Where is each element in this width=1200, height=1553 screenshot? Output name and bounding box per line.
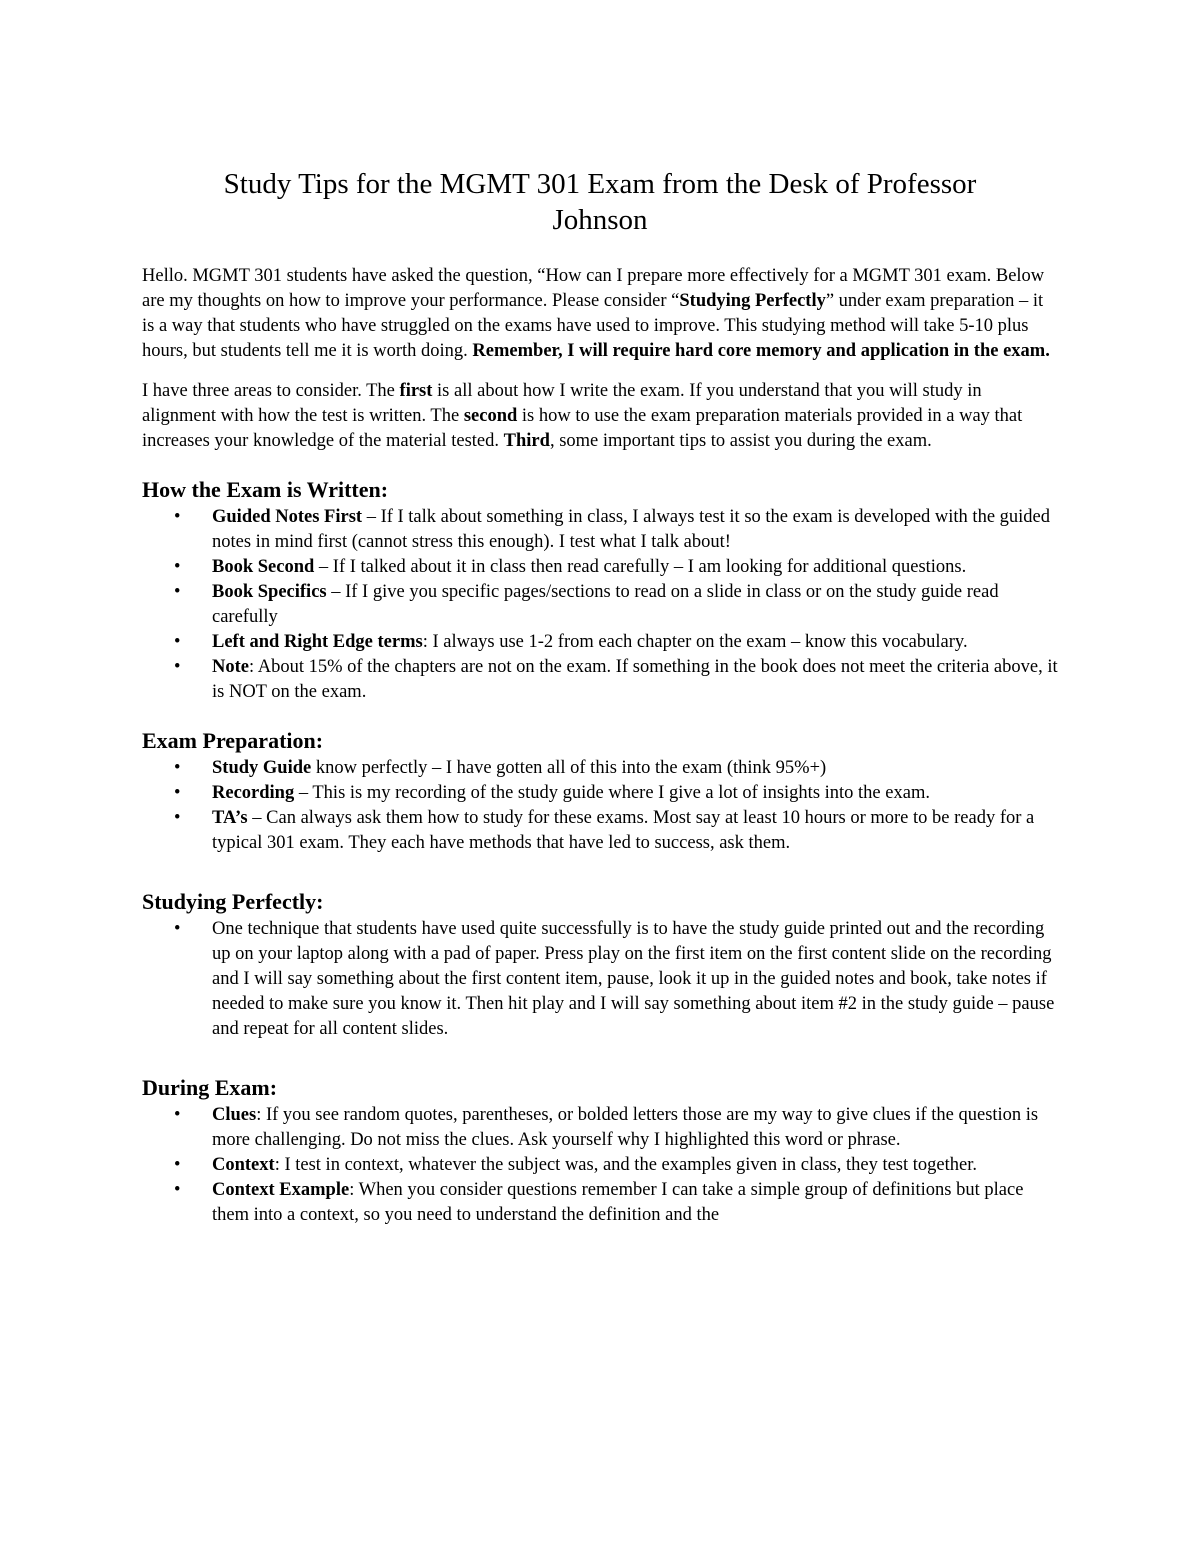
list-item-text: One technique that students have used quite successfully is to have the study guide printed out and the recording up on your laptop along with a pad of paper. Press play on the first item on the first content slide on the recording and I will say something about the first content item, pause, look it up in the guided notes and book, take notes if needed to make sure you know it. Then hit play and I will say something about item #2 in the study guide – pause and repeat for all content slides.: [212, 919, 1055, 1039]
section-heading: Studying Perfectly:: [142, 889, 324, 914]
intro-text-1: Hello. MGMT 301 students have asked the question, “How can I prepare more effectively for a MGMT 301 exam. Below are my thoughts on how to improve your performance. Please consider “: [142, 266, 1045, 311]
bullet-icon: •: [174, 758, 181, 778]
areas-bold-third: Third: [503, 431, 550, 451]
list-item-text: : About 15% of the chapters are not on the exam. If something in the book does not meet the criteria above, it is NOT on the exam.: [212, 657, 1058, 702]
list-item: [142, 580, 1058, 630]
document-title: Study Tips for the MGMT 301 Exam from the Desk of Professor Johnson: [223, 168, 977, 236]
bullet-icon: •: [174, 1155, 181, 1175]
list-item-term: Note: [212, 657, 249, 677]
list-item-term: Left and Right Edge terms: [212, 632, 423, 652]
bullet-list: [142, 1103, 1058, 1228]
bullet-list: [142, 756, 1058, 856]
intro-bold-remember: Remember, I will require hard core memory and application in the exam.: [472, 341, 1050, 361]
list-item-text: – If I talk about something in class, I always test it so the exam is developed with the guided notes in mind first (cannot stress this enough). I test what I talk about!: [212, 507, 1051, 552]
section-heading: Exam Preparation:: [142, 728, 324, 753]
list-item: [142, 1178, 1058, 1228]
areas-text-3: is how to use the exam preparation materials provided in a way that increases your knowledge of the material tested.: [142, 406, 1023, 451]
bullet-icon: •: [174, 507, 181, 527]
list-item: [142, 917, 1058, 1042]
list-item: [142, 806, 1058, 856]
list-item-text: : If you see random quotes, parentheses, or bolded letters those are my way to give clues if the question is more challenging. Do not miss the clues. Ask yourself why I highlighted this word or phrase.: [212, 1105, 1039, 1150]
list-item-text: – If I give you specific pages/sections to read on a slide in class or on the study guide read carefully: [212, 582, 999, 627]
bullet-icon: •: [174, 1180, 181, 1200]
list-item-term: Recording: [212, 783, 295, 803]
areas-bold-second: second: [463, 406, 518, 426]
list-item-term: Context: [212, 1155, 275, 1175]
list-item: [142, 655, 1058, 705]
list-item-text: – Can always ask them how to study for these exams. Most say at least 10 hours or more to be ready for a typical 301 exam. They each have methods that have led to success, ask them.: [212, 808, 1035, 853]
list-item-text: know perfectly – I have gotten all of this into the exam (think 95%+): [311, 758, 827, 778]
areas-bold-first: first: [399, 381, 433, 401]
list-item: [142, 505, 1058, 555]
bullet-icon: •: [174, 783, 181, 803]
bullet-icon: •: [174, 808, 181, 828]
list-item-text: : I test in context, whatever the subject was, and the examples given in class, they test together.: [274, 1155, 977, 1175]
list-item: [142, 630, 1058, 655]
bullet-list: [142, 917, 1058, 1042]
list-item-term: TA’s: [212, 808, 248, 828]
areas-text-2: is all about how I write the exam. If you understand that you will study in alignment with how the test is written. The: [142, 381, 982, 426]
list-item: [142, 781, 1058, 806]
list-item-term: Context Example: [212, 1180, 350, 1200]
bullet-icon: •: [174, 557, 181, 577]
list-item: [142, 756, 1058, 781]
bullet-icon: •: [174, 632, 181, 652]
list-item-text: : When you consider questions remember I can take a simple group of definitions but place them into a context, so you need to understand the definition and the: [212, 1180, 1024, 1225]
intro-paragraph: [142, 264, 1058, 364]
section-heading: During Exam:: [142, 1075, 278, 1100]
bullet-icon: •: [174, 1105, 181, 1125]
areas-paragraph: [142, 379, 1058, 454]
section-heading: How the Exam is Written:: [142, 477, 389, 502]
intro-bold-studying-perfectly: Studying Perfectly: [679, 291, 826, 311]
list-item-text: – If I talked about it in class then read carefully – I am looking for additional questions.: [314, 557, 967, 577]
list-item-term: Book Specifics: [212, 582, 327, 602]
bullet-icon: •: [174, 657, 181, 677]
list-item-term: Guided Notes First: [212, 507, 363, 527]
list-item: [142, 555, 1058, 580]
list-item-term: Book Second: [212, 557, 315, 577]
intro-text-2: ” under exam preparation – it is a way that students who have struggled on the exams have used to improve. This studying method will take 5-10 plus hours, but students tell me it is worth doing.: [142, 291, 1044, 361]
list-item-text: – This is my recording of the study guide where I give a lot of insights into the exam.: [294, 783, 930, 803]
bullet-icon: •: [174, 582, 181, 602]
bullet-icon: •: [174, 919, 181, 939]
list-item: [142, 1153, 1058, 1178]
list-item-term: Study Guide: [212, 758, 312, 778]
areas-text-4: , some important tips to assist you during the exam.: [549, 431, 932, 451]
sections-container: [142, 476, 1058, 1228]
list-item-text: : I always use 1-2 from each chapter on the exam – know this vocabulary.: [422, 632, 968, 652]
bullet-list: [142, 505, 1058, 705]
areas-text-1: I have three areas to consider. The: [142, 381, 400, 401]
list-item: [142, 1103, 1058, 1153]
list-item-term: Clues: [212, 1105, 257, 1125]
